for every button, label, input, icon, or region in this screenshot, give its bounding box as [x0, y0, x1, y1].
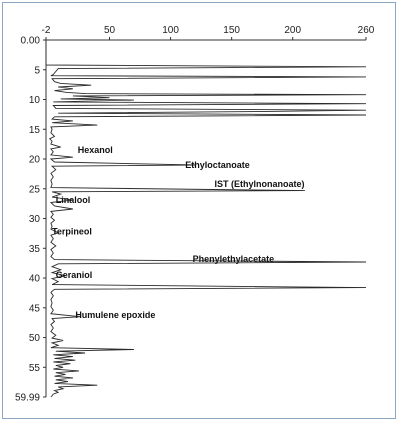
x-tick-label: 50 [103, 25, 116, 36]
y-tick-label: 59.99 [14, 392, 40, 404]
y-tick-label: 0.00 [20, 35, 40, 47]
y-tick-label: 20 [28, 154, 40, 166]
y-tick-label: 55 [28, 362, 40, 374]
peak-label: IST (Ethylnonanoate) [214, 179, 305, 190]
peak-label: Geraniol [55, 270, 93, 281]
peak-label: Ethyloctanoate [185, 159, 250, 170]
y-tick-label: 25 [28, 184, 40, 196]
peak-label: Phenylethylacetate [192, 253, 275, 264]
y-tick-label: 5 [34, 65, 40, 77]
y-tick-label: 30 [28, 214, 40, 226]
peak-label: Humulene epoxide [75, 309, 156, 320]
y-tick-label: 35 [28, 243, 40, 255]
x-tick-label: -2 [41, 25, 51, 36]
y-tick-label: 40 [28, 273, 40, 285]
peak-label: Hexanol [77, 145, 113, 156]
peak-label: Terpineol [52, 226, 92, 237]
y-tick-label: 10 [28, 95, 40, 107]
y-tick-label: 15 [28, 124, 40, 136]
x-tick-label: 150 [223, 25, 240, 36]
peak-label: Linalool [55, 195, 91, 206]
y-tick-label: 45 [28, 303, 40, 315]
y-tick-label: 50 [28, 333, 40, 345]
x-tick-label: 200 [284, 25, 302, 36]
chromatogram-trace [46, 40, 366, 397]
x-tick-label: 100 [162, 25, 179, 36]
x-tick-label: 260 [357, 25, 375, 36]
